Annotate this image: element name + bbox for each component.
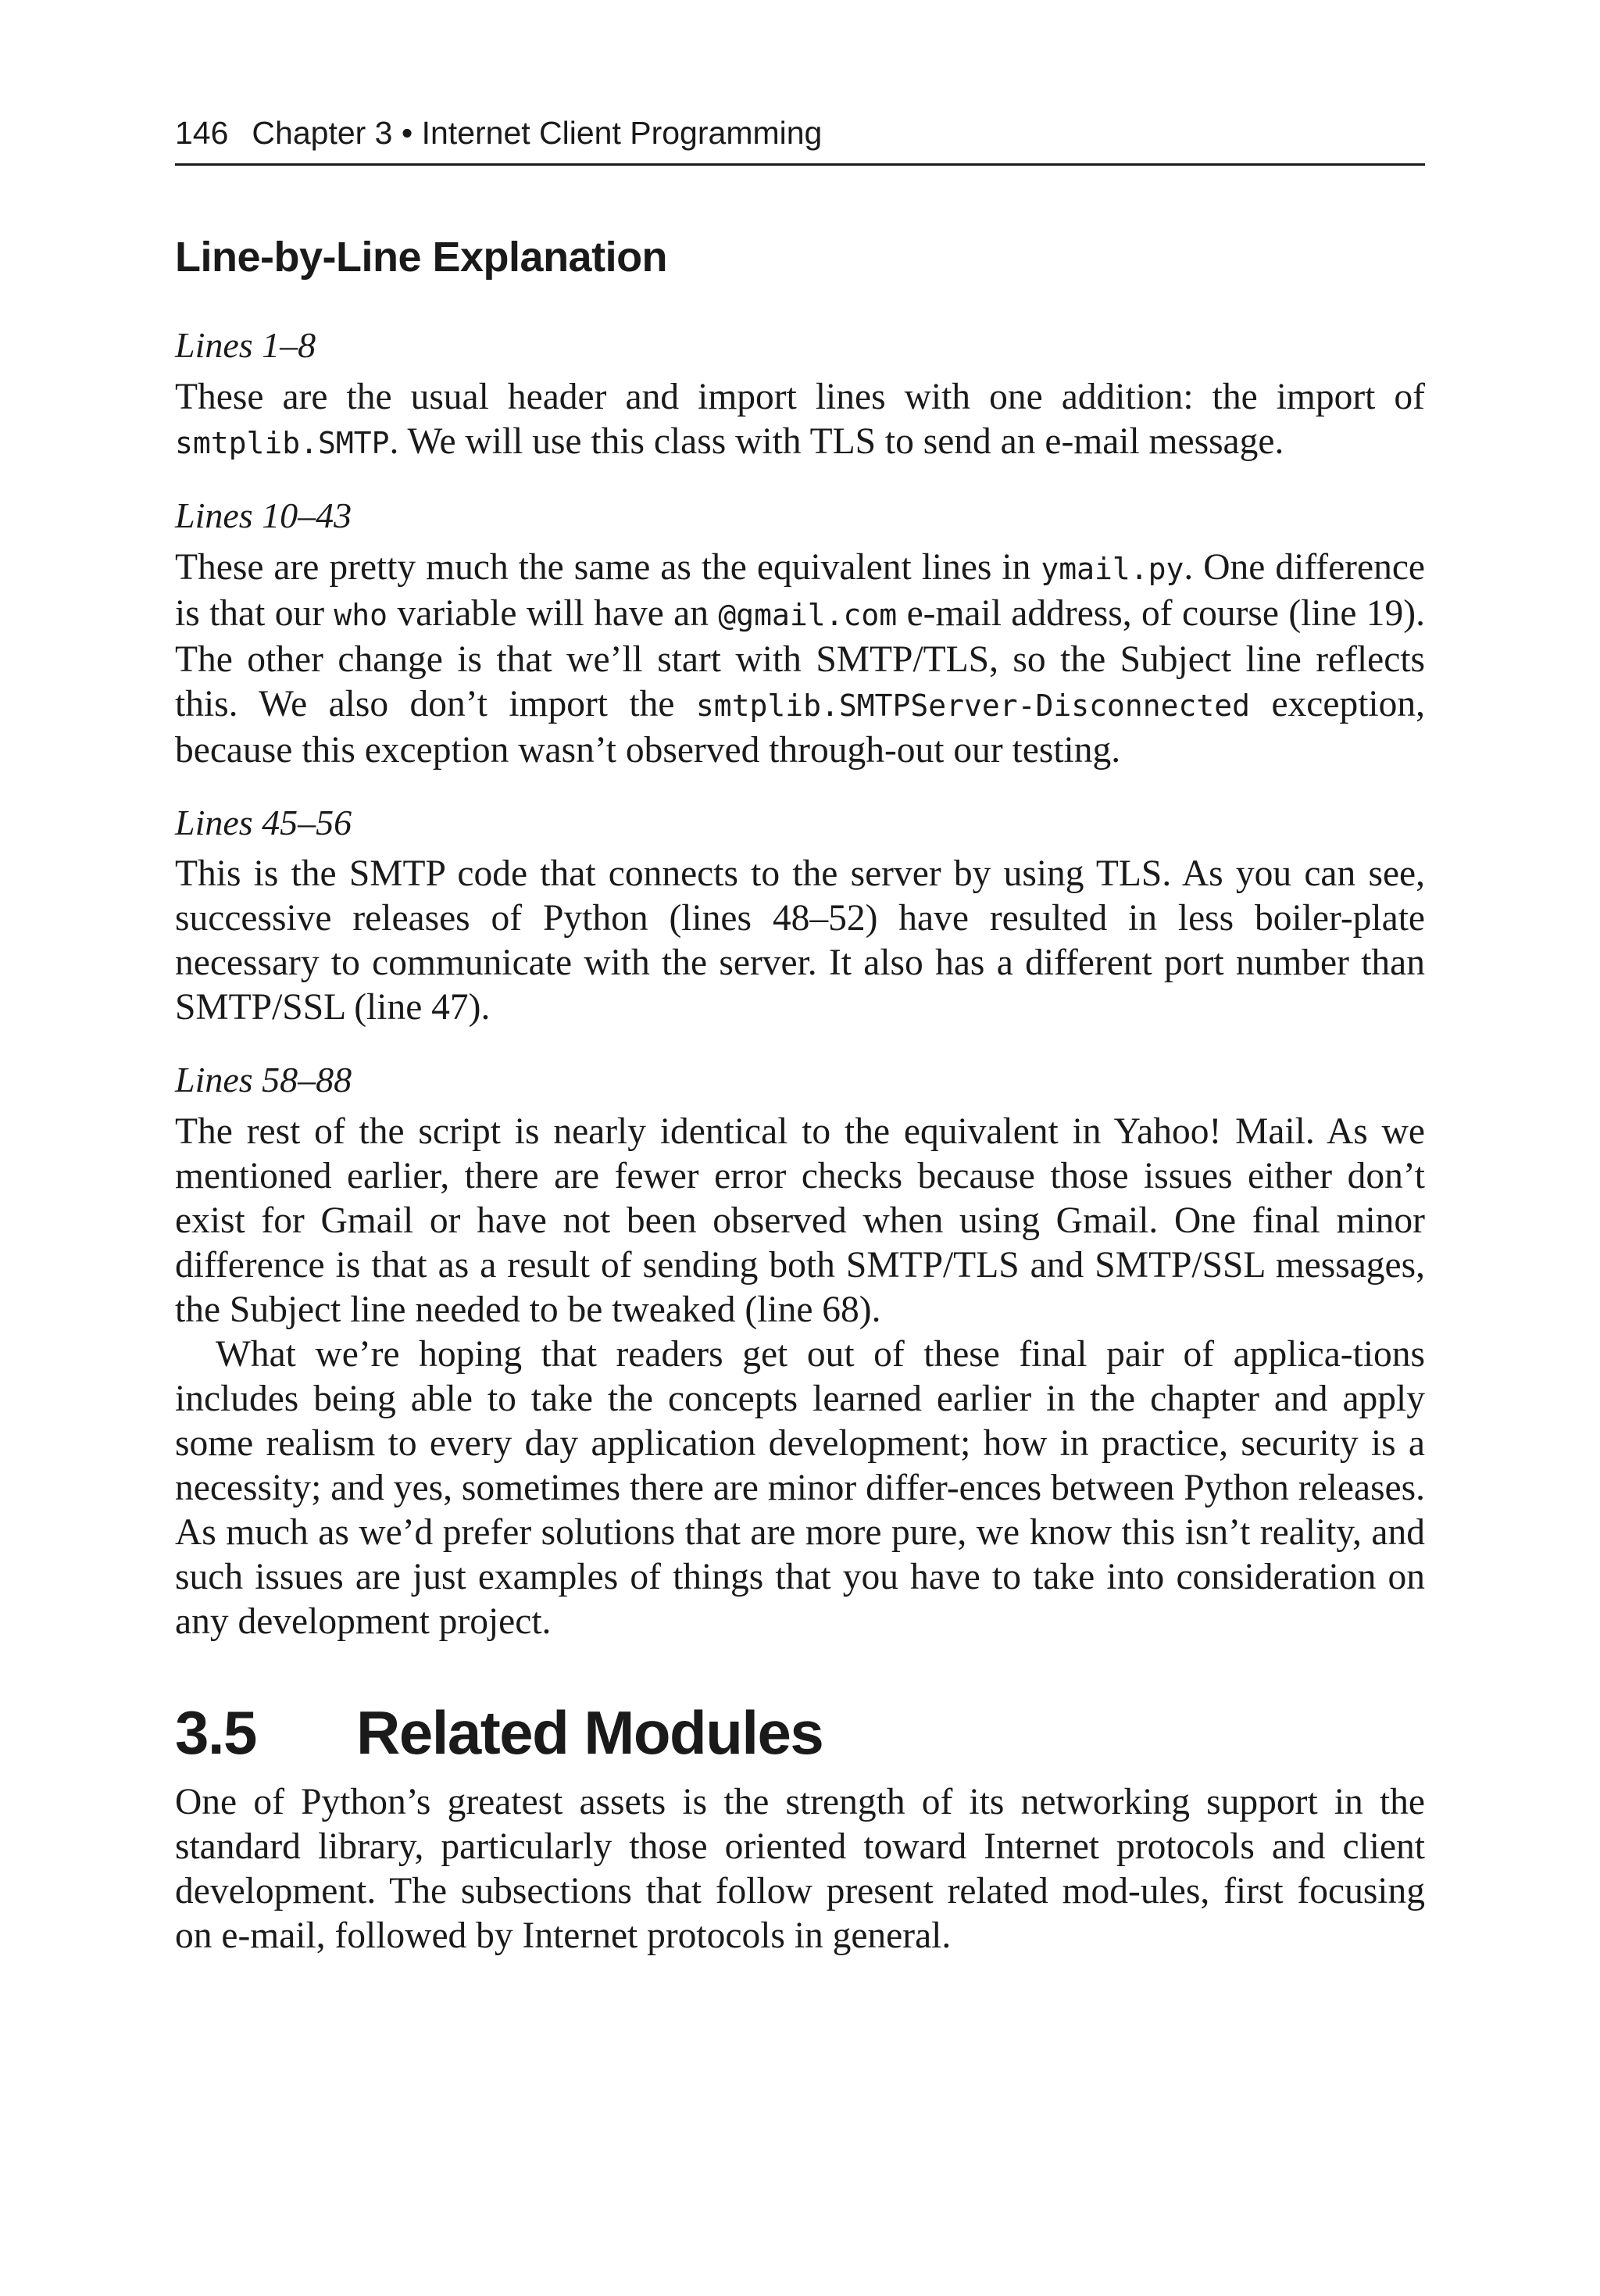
explanation-paragraph: [175, 1110, 1425, 1332]
explanation-block: [175, 322, 1425, 466]
lines-heading: Lines 45–56: [175, 802, 352, 842]
lines-heading: Lines 1–8: [175, 325, 316, 365]
section-heading: [175, 1698, 1425, 1768]
section-number: 3.5: [175, 1698, 256, 1768]
explanation-block: [175, 492, 1425, 773]
text-run: e-mail address, of course (line 19). The other change is that we’ll start with SMTP/TLS, so the Subject line reflects this. We also don’t import the: [175, 592, 1425, 724]
text-run: These are pretty much the same as the equivalent lines in: [175, 546, 1041, 588]
text-run: variable will have an: [388, 592, 719, 634]
closing-paragraph: What we’re hoping that readers get out of these final pair of applica-tions includes being able to take the concepts learned earlier in the chapter and apply some realism to every day application development; how in practice, security is a necessity; and yes, sometimes there are minor differ-ences between Python releases. As much as we’d prefer solutions that are more pure, we know this isn’t reality, and such issues are just examples of things that you have to take into consideration on any development project.: [175, 1334, 1425, 1643]
text-run: . We will use this class with TLS to send an e-mail message.: [389, 420, 1284, 462]
explanation-paragraph: [175, 852, 1425, 1030]
text-run: These are the usual header and import lines with one addition: the import of: [175, 376, 1425, 417]
code-inline: smtplib.SMTPServer-Disconnected: [695, 688, 1251, 723]
code-inline: who: [334, 597, 388, 632]
subsection-title: Line-by-Line Explanation: [175, 234, 668, 281]
explanation-block: [175, 1057, 1425, 1332]
text-run: . One difference is that our: [175, 546, 1425, 634]
explanation-block: [175, 799, 1425, 1031]
text-run: exception, because this exception wasn’t observed through-out our testing.: [175, 683, 1425, 771]
text-run: This is the SMTP code that connects to the server by using TLS. As you can see, successive releases of Python (lines 48–52) have resulted in less boiler-plate necessary to communicate with the server. It also has a different port number than SMTP/SSL (line 47).: [175, 853, 1425, 1028]
explanation-paragraph: [175, 545, 1425, 773]
section-intro-paragraph: One of Python’s greatest assets is the strength of its networking support in the standard library, particularly those oriented toward Internet protocols and client development. The subsections that follow present related mod-ules, first focusing on e-mail, followed by Internet protocols in general.: [175, 1782, 1425, 1957]
section-title: Related Modules: [356, 1698, 823, 1768]
text-run: The rest of the script is nearly identical to the equivalent in Yahoo! Mail. As we mentioned earlier, there are fewer error checks because those issues either don’t exist for Gmail or have not been observed when using Gmail. One final minor difference is that as a result of sending both SMTP/TLS and SMTP/SSL messages, the Subject line needed to be tweaked (line 68).: [175, 1111, 1425, 1331]
running-title: Chapter 3 • Internet Client Programming: [252, 115, 823, 151]
explanation-paragraph: [175, 375, 1425, 466]
book-page: [175, 117, 1425, 1985]
code-inline: @gmail.com: [718, 597, 898, 632]
code-inline: ymail.py: [1041, 551, 1184, 586]
page-number: 146: [175, 115, 229, 151]
explanation-blocks: [175, 322, 1425, 1332]
running-head: [175, 117, 1425, 166]
lines-heading: Lines 10–43: [175, 495, 352, 535]
lines-heading: Lines 58–88: [175, 1060, 352, 1100]
code-inline: smtplib.SMTP: [175, 425, 390, 460]
